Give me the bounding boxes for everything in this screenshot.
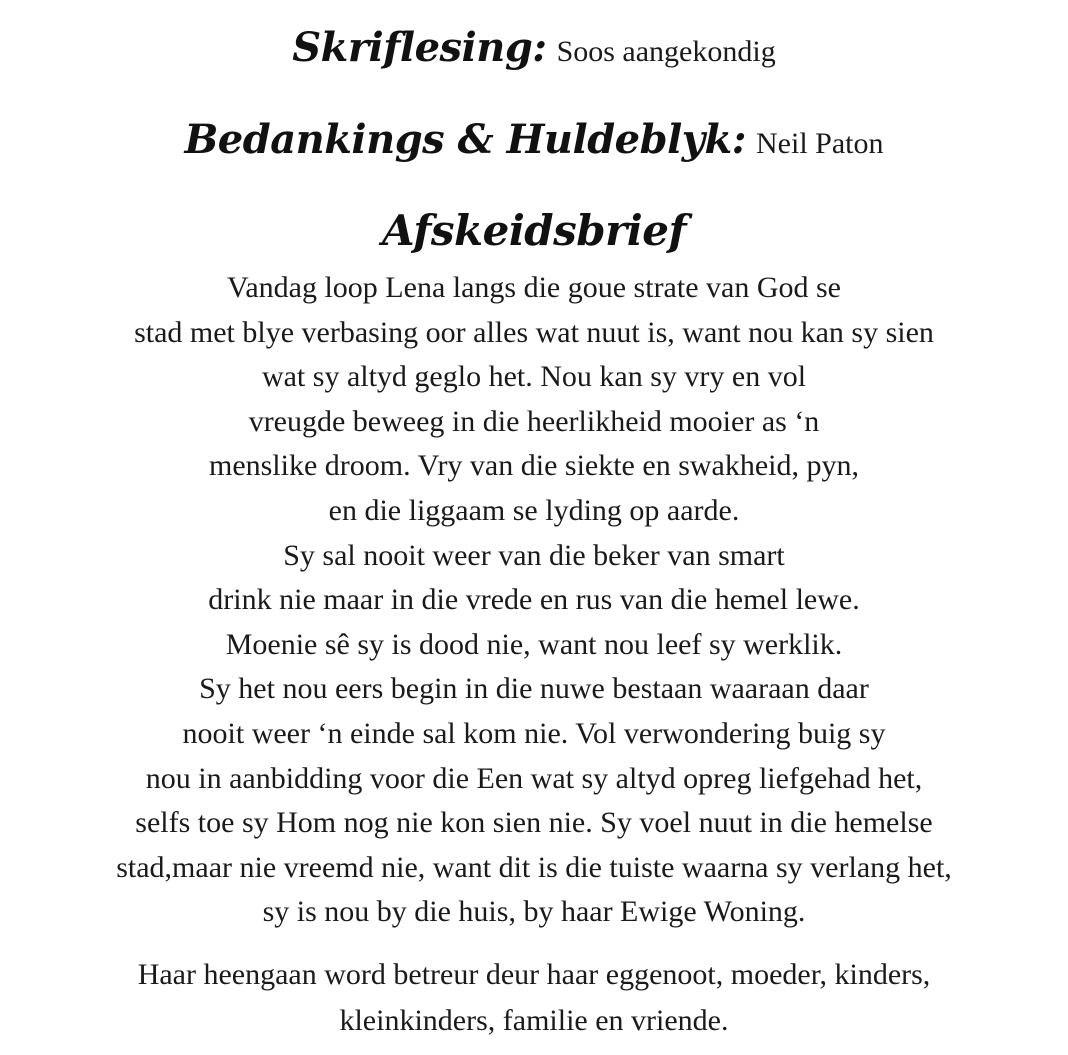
poem-line: stad met blye verbasing oor alles wat nuut is, want nou kan sy sien bbox=[134, 315, 934, 349]
bedankings-label: Bedankings & Huldeblyk: bbox=[184, 116, 747, 163]
closing-line: kleinkinders, familie en vriende. bbox=[339, 1004, 729, 1037]
poem-line: selfs toe sy Hom nog nie kon sien nie. Sy voel nuut in die hemelse bbox=[135, 806, 933, 840]
skriflesing-value: Soos aangekondig bbox=[556, 35, 776, 68]
afskeidsbrief-title: Afskeidsbrief bbox=[381, 206, 687, 255]
skriflesing-label: Skriflesing: bbox=[292, 24, 547, 71]
poem-line: en die liggaam se lyding op aarde. bbox=[328, 493, 740, 527]
poem-line: Vandag loop Lena langs die goue strate van God se bbox=[227, 271, 841, 304]
afskeidsbrief-poem bbox=[0, 266, 1068, 935]
poem-line: Sy het nou eers begin in die nuwe bestaan waaraan daar bbox=[199, 672, 869, 706]
bedankings-value: Neil Paton bbox=[756, 127, 884, 160]
poem-line: Moenie sê sy is dood nie, want nou leef sy werklik. bbox=[225, 627, 843, 661]
poem-line: menslike droom. Vry van die siekte en swakheid, pyn, bbox=[208, 449, 859, 483]
skriflesing-line bbox=[0, 24, 1068, 71]
poem-line: Sy sal nooit weer van die beker van smart bbox=[283, 538, 785, 572]
poem-line: nou in aanbidding voor die Een wat sy altyd opreg liefgehad het, bbox=[145, 761, 923, 795]
poem-line: stad,maar nie vreemd nie, want dit is die tuiste waarna sy verlang het, bbox=[116, 850, 952, 884]
poem-line: drink nie maar in die vrede en rus van die hemel lewe. bbox=[208, 583, 860, 617]
bedankings-line bbox=[0, 116, 1068, 163]
poem-line: wat sy altyd geglo het. Nou kan sy vry en vol bbox=[261, 360, 807, 394]
closing-line: Haar heengaan word betreur deur haar eggenoot, moeder, kinders, bbox=[137, 958, 931, 991]
poem-line: nooit weer ‘n einde sal kom nie. Vol verwondering buig sy bbox=[182, 716, 886, 750]
poem-line: vreugde beweeg in die heerlikheid mooier as ‘n bbox=[248, 404, 820, 438]
closing-paragraph bbox=[0, 952, 1068, 1044]
poem-line: sy is nou by die huis, by haar Ewige Woning. bbox=[262, 895, 806, 929]
